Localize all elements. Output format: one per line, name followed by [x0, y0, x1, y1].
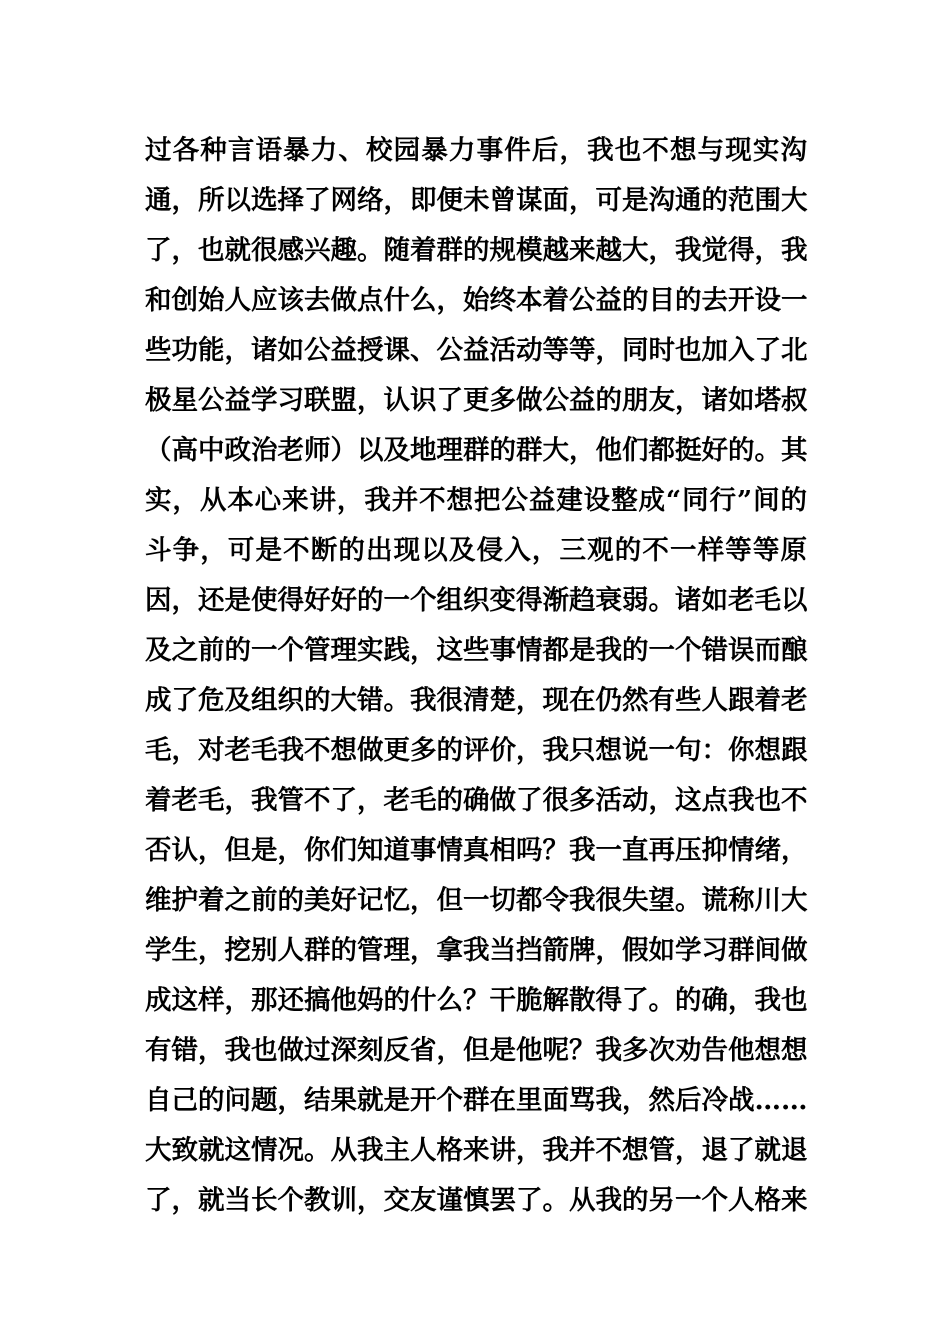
- text-line: 因，还是使得好好的一个组织变得渐趋衰弱。诸如老毛以: [145, 585, 808, 616]
- text-line: 过各种言语暴力、校园暴力事件后，我也不想与现实沟: [145, 135, 807, 166]
- text-line: 大致就这情况。从我主人格来讲，我并不想管，退了就退: [145, 1135, 808, 1166]
- text-line: 通，所以选择了网络，即便未曾谋面，可是沟通的范围大: [145, 185, 808, 216]
- text-line: 毛，对老毛我不想做更多的评价，我只想说一句：你想跟: [145, 735, 808, 766]
- text-line: 成了危及组织的大错。我很清楚，现在仍然有些人跟着老: [145, 685, 808, 716]
- body-text: [145, 126, 825, 1226]
- text-line: 自己的问题，结果就是开个群在里面骂我，然后冷战……: [145, 1085, 808, 1116]
- text-line: 着老毛，我管不了，老毛的确做了很多活动，这点我也不: [145, 785, 808, 816]
- text-line: 极星公益学习联盟，认识了更多做公益的朋友，诸如塔叔: [145, 385, 808, 416]
- text-line: 了，就当长个教训，交友谨慎罢了。从我的另一个人格来: [145, 1185, 808, 1216]
- text-line: 有错，我也做过深刻反省，但是他呢？我多次劝告他想想: [145, 1035, 808, 1066]
- text-line: 学生，挖别人群的管理，拿我当挡箭牌，假如学习群间做: [145, 935, 808, 966]
- text-line: 了，也就很感兴趣。随着群的规模越来越大，我觉得，我: [145, 235, 808, 266]
- text-line: （高中政治老师）以及地理群的群大，他们都挺好的。其: [145, 435, 808, 466]
- text-line: 斗争，可是不断的出现以及侵入，三观的不一样等等原: [145, 535, 807, 566]
- text-line: 成这样，那还搞他妈的什么？干脆解散得了。的确，我也: [145, 985, 808, 1016]
- text-line: 否认，但是，你们知道事情真相吗？我一直再压抑情绪，: [145, 835, 808, 866]
- text-line: 维护着之前的美好记忆，但一切都令我很失望。谎称川大: [145, 885, 808, 916]
- text-line: 实，从本心来讲，我并不想把公益建设整成“同行”间的: [145, 485, 807, 516]
- text-line: 及之前的一个管理实践，这些事情都是我的一个错误而酿: [145, 635, 808, 666]
- text-line: 和创始人应该去做点什么，始终本着公益的目的去开设一: [145, 285, 808, 316]
- text-line: 些功能，诸如公益授课、公益活动等等，同时也加入了北: [145, 335, 808, 366]
